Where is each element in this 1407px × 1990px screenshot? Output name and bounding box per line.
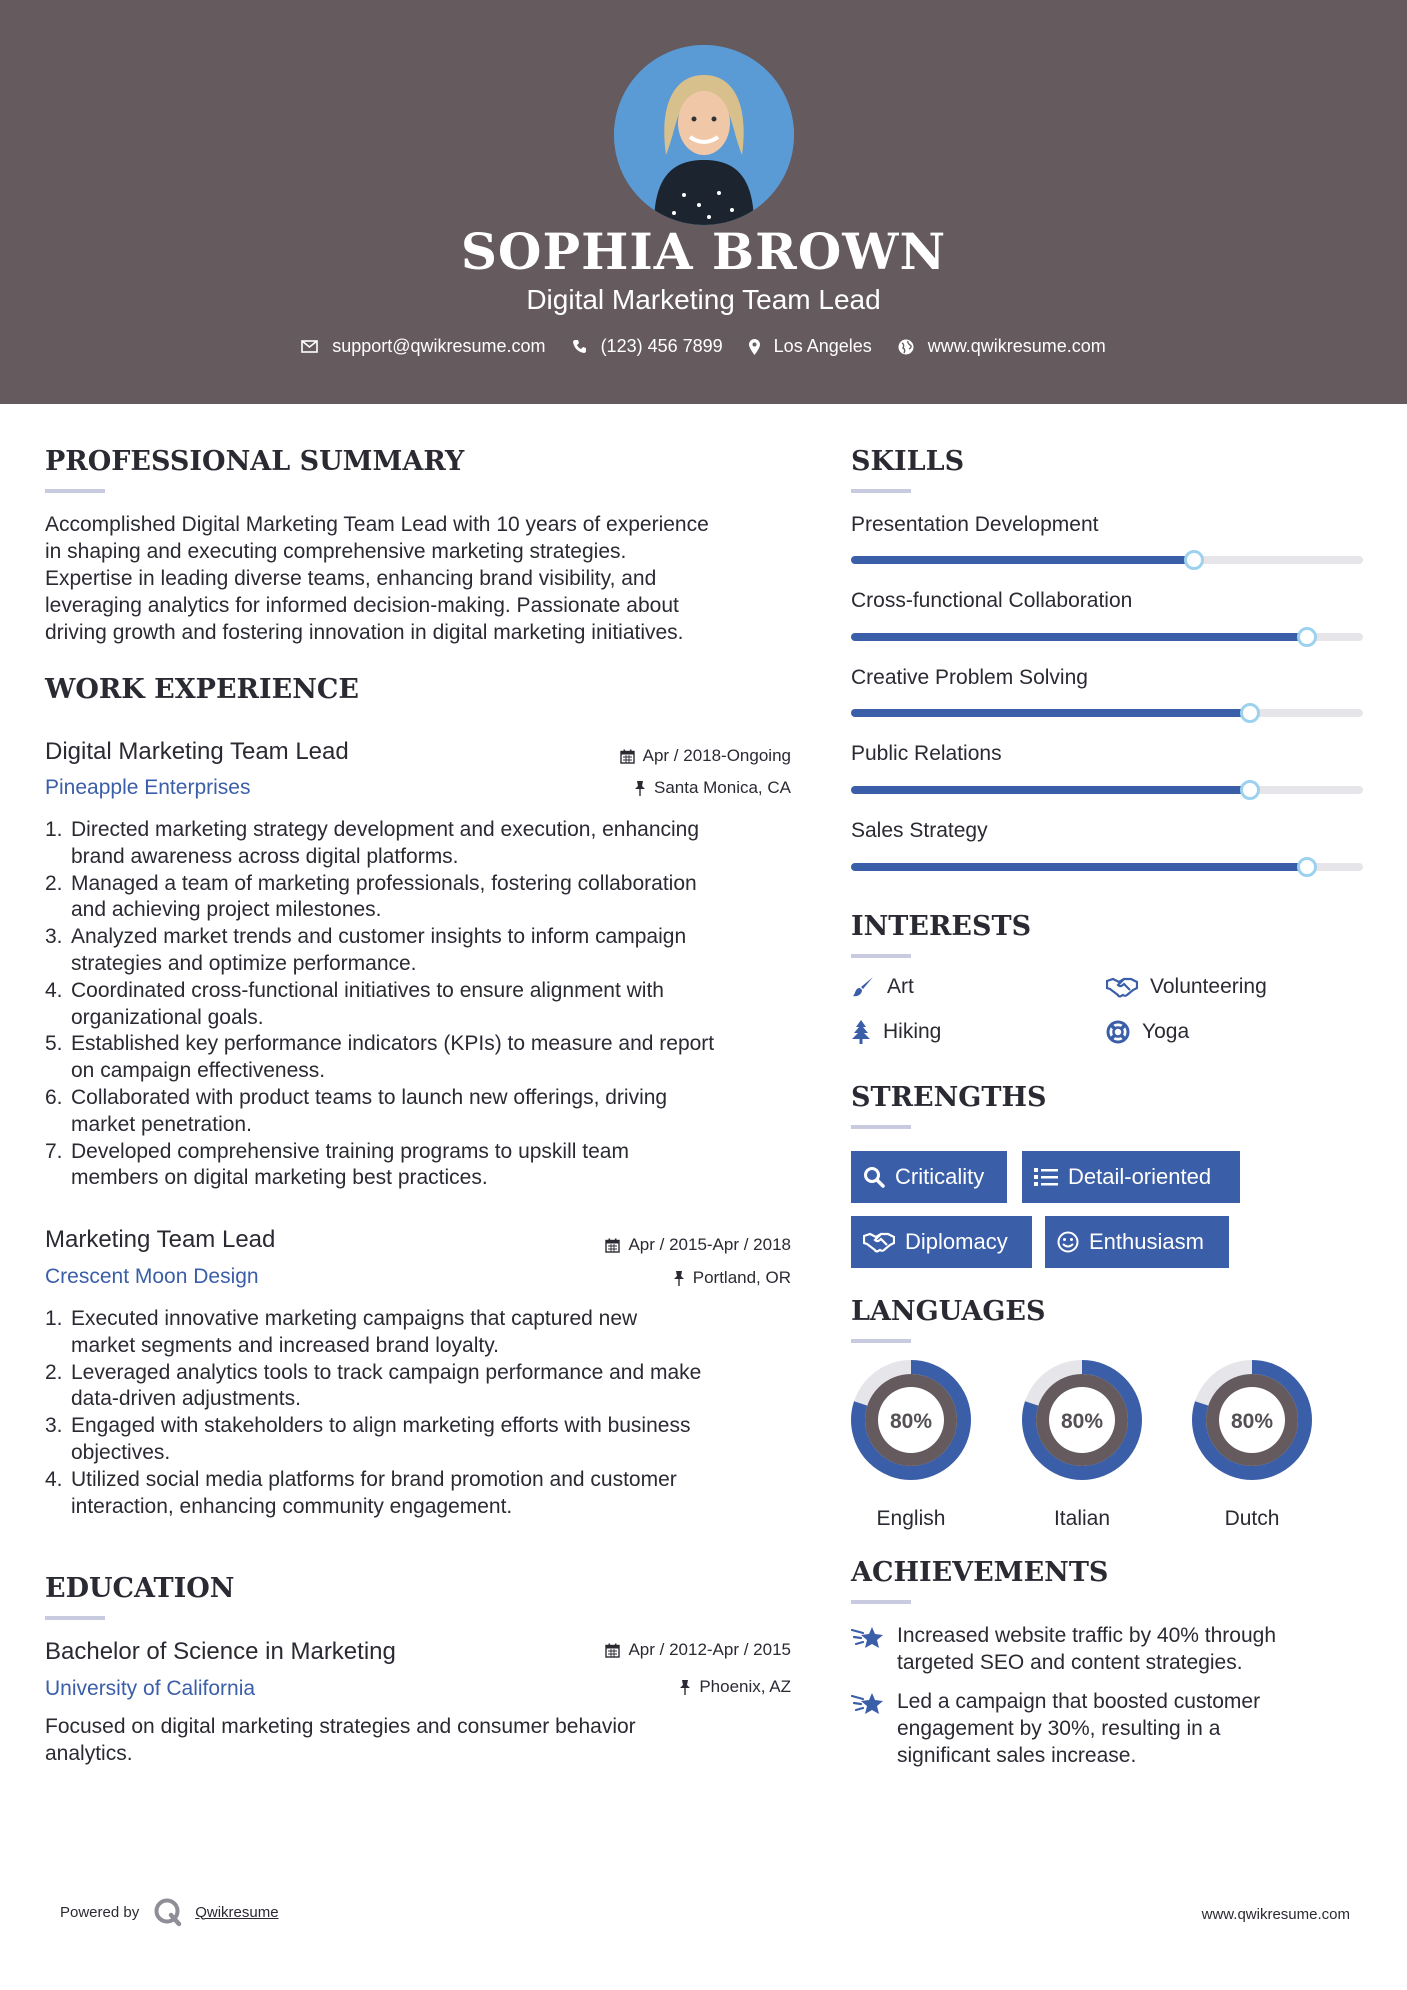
strength-label: Enthusiasm xyxy=(1089,1229,1204,1254)
map-pin-icon xyxy=(749,339,760,355)
language-gauge xyxy=(1191,1359,1313,1481)
location-text: Santa Monica, CA xyxy=(653,778,791,797)
strength-badge xyxy=(851,1216,1032,1268)
summary-rule xyxy=(45,489,105,493)
qwikresume-link[interactable]: Qwikresume xyxy=(195,1903,279,1921)
language-name: Dutch xyxy=(1224,1507,1280,1530)
contact-email[interactable] xyxy=(301,336,545,357)
language-item xyxy=(850,1359,972,1539)
website-text: www.qwikresume.com xyxy=(927,336,1106,356)
dates-text: Apr / 2018-Ongoing xyxy=(642,746,791,765)
list-item: 3. Engaged with stakeholders to align marketing efforts with business xyxy=(45,1414,691,1438)
calendar-icon xyxy=(620,749,635,764)
summary-line: leveraging analytics for informed decision-making. Passionate about xyxy=(45,594,679,617)
phone-icon xyxy=(572,339,587,354)
skills-rule xyxy=(851,489,911,493)
achievements-rule xyxy=(851,1600,911,1604)
gauge-label: 80% xyxy=(889,1410,933,1433)
skill-bar-knob xyxy=(1297,627,1317,647)
search-icon xyxy=(863,1166,885,1188)
education-heading: EDUCATION xyxy=(45,1573,235,1604)
skills-heading: SKILLS xyxy=(851,446,965,477)
footer-powered-by xyxy=(60,1897,279,1927)
contact-location xyxy=(749,336,872,357)
achievement-item xyxy=(851,1622,1337,1676)
list-item: on campaign effectiveness. xyxy=(71,1059,326,1083)
language-name: English xyxy=(876,1507,946,1530)
skill-bar-fill xyxy=(851,863,1307,871)
school-name: University of California xyxy=(45,1677,256,1700)
company-name: Pineapple Enterprises xyxy=(45,776,251,799)
powered-by-text: Powered by xyxy=(60,1903,140,1921)
skill-bar xyxy=(851,633,1363,641)
skill-bar-fill xyxy=(851,786,1250,794)
tree-icon xyxy=(851,1020,871,1044)
shooting-star-icon xyxy=(851,1690,885,1718)
language-item xyxy=(1191,1359,1313,1539)
job-title: Marketing Team Lead xyxy=(45,1226,276,1253)
job-duties xyxy=(45,817,820,1192)
email-text: support@qwikresume.com xyxy=(332,336,546,356)
job-location xyxy=(634,778,791,798)
strengths-rule xyxy=(851,1125,911,1129)
summary-line: Accomplished Digital Marketing Team Lead with 10 years of experience xyxy=(45,513,709,536)
list-item: 7. Developed comprehensive training programs to upskill team xyxy=(45,1139,629,1163)
contact-bar xyxy=(0,336,1407,357)
interest-label: Art xyxy=(887,975,914,998)
list-item: and achieving project milestones. xyxy=(71,898,382,922)
lifebuoy-icon xyxy=(1106,1020,1130,1044)
list-item: 4. Utilized social media platforms for brand promotion and customer xyxy=(45,1467,677,1491)
interests-rule xyxy=(851,954,911,958)
skill-bar-fill xyxy=(851,709,1250,717)
interest-item xyxy=(851,1020,941,1044)
strengths-heading: STRENGTHS xyxy=(851,1082,1047,1113)
summary-line: driving growth and fostering innovation in digital marketing initiatives. xyxy=(45,621,684,644)
handshake-icon xyxy=(1106,976,1138,998)
languages-heading: LANGUAGES xyxy=(851,1296,1046,1327)
candidate-role: Digital Marketing Team Lead xyxy=(526,284,881,315)
achievement-text: Increased website traffic by 40% through targeted SEO and content strategies. xyxy=(897,1624,1276,1674)
list-item: 2. Managed a team of marketing professionals, fostering collaboration xyxy=(45,871,697,895)
job-dates xyxy=(620,746,791,766)
shooting-star-icon xyxy=(851,1624,885,1652)
language-gauge xyxy=(1021,1359,1143,1481)
languages-rule xyxy=(851,1339,911,1343)
language-gauge xyxy=(850,1359,972,1481)
paintbrush-icon xyxy=(851,975,875,999)
summary-text xyxy=(45,511,805,646)
interest-label: Volunteering xyxy=(1150,975,1267,998)
envelope-icon xyxy=(301,340,318,353)
candidate-name: SOPHIA BROWN xyxy=(460,222,947,281)
strength-badge xyxy=(1045,1216,1229,1268)
calendar-icon xyxy=(605,1643,620,1658)
list-item: members on digital marketing best practices. xyxy=(71,1166,488,1190)
achievements-heading: ACHIEVEMENTS xyxy=(851,1557,1109,1588)
list-item: market segments and increased brand loyalty. xyxy=(71,1333,499,1357)
interests-heading: INTERESTS xyxy=(851,911,1032,942)
list-item: 5. Established key performance indicators (KPIs) to measure and report xyxy=(45,1032,715,1056)
skill-name: Sales Strategy xyxy=(851,819,988,842)
list-item: market penetration. xyxy=(71,1112,252,1136)
work-heading: WORK EXPERIENCE xyxy=(45,674,359,705)
interest-item xyxy=(1106,975,1267,999)
language-name: Italian xyxy=(1053,1507,1111,1530)
skill-bar-knob xyxy=(1240,703,1260,723)
interest-label: Yoga xyxy=(1142,1020,1190,1043)
job-location xyxy=(673,1268,791,1288)
list-item: 4. Coordinated cross-functional initiatives to ensure alignment with xyxy=(45,978,664,1002)
pushpin-icon xyxy=(634,781,646,796)
strength-label: Diplomacy xyxy=(905,1229,1008,1254)
list-item: data-driven adjustments. xyxy=(71,1387,301,1411)
location-text: Portland, OR xyxy=(692,1268,791,1287)
avatar xyxy=(614,45,794,225)
strength-badge xyxy=(1022,1151,1240,1203)
interest-item xyxy=(851,975,914,999)
location-text: Los Angeles xyxy=(773,336,872,356)
location-text: Phoenix, AZ xyxy=(699,1677,791,1696)
skill-name: Creative Problem Solving xyxy=(851,666,1088,689)
summary-line: Expertise in leading diverse teams, enhancing brand visibility, and xyxy=(45,567,657,590)
education-description xyxy=(45,1713,805,1767)
interest-label: Hiking xyxy=(883,1020,942,1043)
dates-text: Apr / 2015-Apr / 2018 xyxy=(628,1235,791,1254)
footer-website[interactable]: www.qwikresume.com xyxy=(1201,1906,1350,1923)
skill-bar-knob xyxy=(1184,550,1204,570)
calendar-icon xyxy=(605,1238,620,1253)
education-location xyxy=(679,1677,791,1697)
list-item: 6. Collaborated with product teams to launch new offerings, driving xyxy=(45,1085,668,1109)
list-icon xyxy=(1034,1167,1058,1187)
summary-line: in shaping and executing comprehensive marketing strategies. xyxy=(45,540,627,563)
job-dates xyxy=(605,1235,791,1255)
skill-bar xyxy=(851,709,1363,717)
skill-name: Presentation Development xyxy=(851,513,1099,536)
list-item: 1. Executed innovative marketing campaigns that captured new xyxy=(45,1307,638,1330)
strength-label: Detail-oriented xyxy=(1068,1164,1212,1189)
contact-phone[interactable] xyxy=(572,336,723,357)
skill-bar-fill xyxy=(851,633,1307,641)
list-item: interaction, enhancing community engagement. xyxy=(71,1494,513,1518)
education-line: Focused on digital marketing strategies and consumer behavior xyxy=(45,1715,636,1738)
list-item: 1. Directed marketing strategy development and execution, enhancing xyxy=(45,818,700,841)
skill-name: Cross-functional Collaboration xyxy=(851,589,1133,612)
list-item: 3. Analyzed market trends and customer insights to inform campaign xyxy=(45,925,687,949)
language-item xyxy=(1021,1359,1143,1539)
contact-website[interactable] xyxy=(898,336,1106,357)
skill-bar-knob xyxy=(1297,857,1317,877)
summary-heading: PROFESSIONAL SUMMARY xyxy=(45,446,465,477)
globe-icon xyxy=(898,339,914,355)
job-duties xyxy=(45,1306,820,1520)
qwikresume-logo-icon xyxy=(153,1897,183,1927)
phone-text: (123) 456 7899 xyxy=(600,336,723,356)
education-dates xyxy=(605,1640,791,1660)
list-item: brand awareness across digital platforms. xyxy=(71,844,459,868)
skill-name: Public Relations xyxy=(851,742,1002,765)
list-item: organizational goals. xyxy=(71,1005,264,1029)
achievement-item xyxy=(851,1688,1337,1769)
education-rule xyxy=(45,1616,105,1620)
pushpin-icon xyxy=(673,1271,685,1286)
pushpin-icon xyxy=(679,1680,691,1695)
list-item: objectives. xyxy=(71,1440,171,1464)
dates-text: Apr / 2012-Apr / 2015 xyxy=(628,1640,791,1659)
strength-label: Criticality xyxy=(895,1164,985,1189)
strength-badge xyxy=(851,1151,1007,1203)
interest-item xyxy=(1106,1020,1189,1044)
profile-photo xyxy=(614,45,794,225)
job-title: Digital Marketing Team Lead xyxy=(45,738,349,765)
skill-bar xyxy=(851,786,1363,794)
gauge-label: 80% xyxy=(1230,1410,1274,1433)
company-name: Crescent Moon Design xyxy=(45,1265,259,1288)
skill-bar-knob xyxy=(1240,780,1260,800)
skill-bar-fill xyxy=(851,556,1194,564)
list-item: strategies and optimize performance. xyxy=(71,951,417,975)
gauge-label: 80% xyxy=(1060,1410,1104,1433)
resume-header xyxy=(0,0,1407,404)
list-item: 2. Leveraged analytics tools to track campaign performance and make xyxy=(45,1360,702,1384)
degree-title: Bachelor of Science in Marketing xyxy=(45,1638,396,1665)
handshake-icon xyxy=(863,1231,895,1253)
skill-bar xyxy=(851,556,1363,564)
education-line: analytics. xyxy=(45,1742,133,1765)
smile-icon xyxy=(1057,1231,1079,1253)
skill-bar xyxy=(851,863,1363,871)
achievement-text: Led a campaign that boosted customer engagement by 30%, resulting in a significant sales increase. xyxy=(897,1690,1261,1767)
